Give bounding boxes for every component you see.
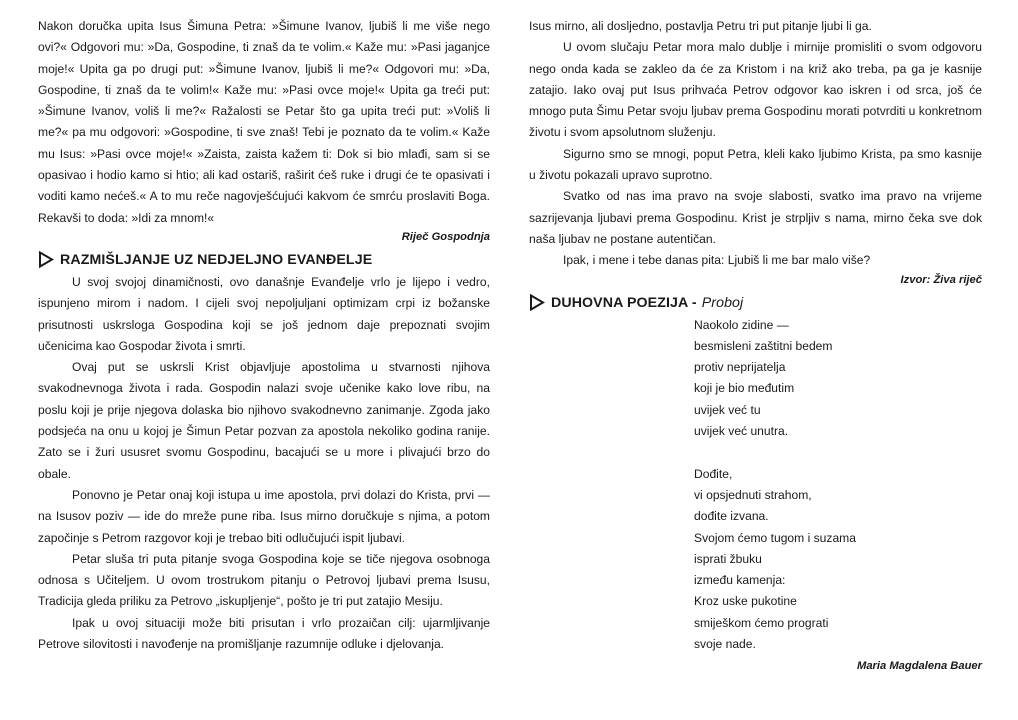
reflection-paragraph-3: Ponovno je Petar onaj koji istupa u ime apostola, prvi dolazi do Krista, prvi — na Isusov poziv — ide do mreže pune riba. Isus mirno doručkuje s njima, a potom započinje s Petrom razgovor koji je trebao biti odlučujući ispit ljubavi.: [38, 487, 490, 545]
reflection-heading: [38, 250, 490, 270]
poetry-heading-text: DUHOVNA POEZIJA -: [551, 294, 697, 311]
reflection-cont-1: Isus mirno, ali dosljedno, postavlja Petru tri put pitanje ljubi li ga.: [529, 19, 872, 33]
reflection-cont-4: Svatko od nas ima pravo na svoje slabosti, svatko ima pravo na vrijeme sazrijevanja ljubavi prema Gospodinu. Krist je strpljiv s nama, mirno čeka sve dok naša ljubav ne postane autentičan.: [529, 189, 982, 246]
triangle-right-outline-icon: [529, 294, 545, 311]
poem-line: vi opsjednuti strahom,: [694, 487, 812, 502]
reflection-cont-2: U ovom slučaju Petar mora malo dublje i mirnije promisliti o svom odgovoru nego onda kada se zakleo da će za Kristom i na križ ako treba, pa ga je kasnije zatajio. Iako ovaj put Isus prihvaća Petrov odgovor kao iskren i od srca, još će mnogo puta Šimu Petar svoju ljubav prema Gospodinu morati potvrditi u konkretnom životu i svom apsolutnom služenju.: [529, 40, 982, 140]
poem-line: isprati žbuku: [694, 551, 762, 566]
reflection-cont-5: Ipak, i mene i tebe danas pita: Ljubiš li me bar malo više?: [563, 253, 871, 268]
reflection-paragraph-4: Petar sluša tri puta pitanje svoga Gospodina koje se tiče njegova osobnoga odnosa s Učiteljem. U ovom trostrukom pitanju o Petrovoj ljubavi prema Isusu, Tradicija gleda priliku za Petrovo „iskupljenje“, pošto je tri put zatajio Mesiju.: [38, 551, 490, 609]
reflection-source: Izvor: Živa riječ: [900, 273, 982, 286]
poem-author: Maria Magdalena Bauer: [857, 660, 982, 673]
poem-line: Kroz uske pukotine: [694, 594, 797, 609]
reflection-paragraph-2: Ovaj put se uskrsli Krist objavljuje apostolima u stvarnosti njihova svakodnevnoga života i rada. Gospodin nalazi svoje učenike kako love ribu, na poslu koji je prije njegova dolaska bio njihovo svakodnevno zanimanje. Zgoda jako podsjeća na onu u kojoj je Šimun Petar pozvan za apostola nekoliko godina ranije. Zato se i žuri ususret svomu Gospodinu, bacajući se u more i plivajući brzo do obale.: [38, 360, 490, 481]
right-column: [529, 16, 982, 673]
stanza-break: [694, 442, 982, 463]
poem-title: Proboj: [701, 294, 744, 311]
poem-line: Dođite,: [694, 466, 733, 481]
triangle-right-outline-icon: [38, 251, 54, 268]
reflection-heading-text: RAZMIŠLJANJE UZ NEDJELJNO EVANĐELJE: [60, 251, 373, 268]
poem: [694, 315, 982, 656]
poem-line: besmisleni zaštitni bedem: [694, 338, 833, 353]
poem-line: između kamenja:: [694, 573, 786, 588]
poem-line: dođite izvana.: [694, 509, 769, 524]
poem-line: uvijek već tu: [694, 402, 761, 417]
reflection-paragraph-5: Ipak u ovoj situaciji može biti prisutan i vrlo prozaičan cilj: ujarmljivanje Petrove silovitosti i navođenje na promišljanje razumnije odluke i djelovanja.: [38, 615, 490, 652]
poem-line: svoje nade.: [694, 637, 756, 652]
poem-line: uvijek već unutra.: [694, 424, 789, 439]
reflection-paragraph-1: U svoj svojoj dinamičnosti, ovo današnje Evanđelje vrlo je lijepo i vedro, ispunjeno mirom i nadom. I cijeli svoj nepoljuljani optimizam crpi iz božanske prisutnosti uskrsloga Gospodina koji se još jednom daje prepoznati svojim učenicima kao Gospodar života i smrti.: [38, 274, 490, 353]
poem-line: koji je bio međutim: [694, 381, 795, 396]
poem-line: smiješkom ćemo prograti: [694, 615, 829, 630]
poem-line: Naokolo zidine —: [694, 317, 789, 332]
gospel-source: Riječ Gospodnja: [401, 230, 490, 243]
poem-line: protiv neprijatelja: [694, 360, 786, 375]
gospel-text: Nakon doručka upita Isus Šimuna Petra: »Šimune Ivanov, ljubiš li me više nego ovi?« Odgovori mu: »Da, Gospodine, ti znaš da te volim.« Kaže mu: »Pasi jaganjce moje!« Upita ga po drugi put: »Šimune Ivanov, ljubiš li me?« Odgovori mu: »Da, Gospodine, ti znaš da te volim!« Kaže mu: »Pasi ovce moje!« Upita ga treći put: »Šimune Ivanov, voliš li me?« Ražalosti se Petar što ga upita treći put: »Voliš li me?« pa mu odgovori: »Gospodine, ti sve znaš! Tebi je poznato da te volim.« Kaže mu Isus: »Pasi ovce moje!« »Zaista, zaista kažem ti: Dok si bio mlađi, sam si se opasivao i hodio kamo si htio; ali kad ostariš, raširit ćeš ruke i drugi će te opasivati i voditi kamo nećeš.« A to mu reče nagovješćujući kakvom će smrću proslaviti Boga. Rekavši to doda: »Idi za mnom!«: [38, 19, 490, 225]
poetry-heading: [529, 293, 982, 313]
poem-line: Svojom ćemo tugom i suzama: [694, 530, 856, 545]
left-column: [38, 16, 490, 655]
reflection-cont-3: Sigurno smo se mnogi, poput Petra, kleli kako ljubimo Krista, pa smo kasnije u životu pokazali upravo suprotno.: [529, 146, 982, 183]
